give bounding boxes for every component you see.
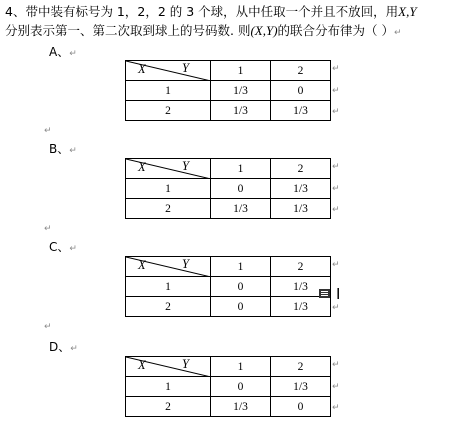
cell: 1/3 <box>271 377 331 397</box>
option-d-label-text: D、 <box>49 340 71 354</box>
variables-xy: X,Y <box>398 4 417 19</box>
y-axis-label: Y <box>182 257 189 271</box>
row-header-2: 2 <box>126 101 211 121</box>
paragraph-mark-icon: ↵ <box>332 184 340 194</box>
header-diagonal-cell <box>126 357 211 377</box>
col-header-1: 1 <box>211 257 271 277</box>
row-header-2: 2 <box>126 397 211 417</box>
option-b-table <box>125 158 331 219</box>
x-axis-label: X <box>138 62 146 76</box>
paragraph-mark-icon: ↵ <box>44 322 52 332</box>
row-header-2: 2 <box>126 199 211 219</box>
paragraph-mark-icon: ↵ <box>332 260 340 270</box>
paragraph-mark-icon: ↵ <box>69 244 77 254</box>
option-b-label <box>49 142 77 158</box>
row-header-1: 1 <box>126 81 211 101</box>
paragraph-mark-icon: ↵ <box>44 126 52 136</box>
option-c-label <box>49 240 77 256</box>
paragraph-mark-icon: ↵ <box>332 382 340 392</box>
paragraph-mark-icon: ↵ <box>332 107 340 117</box>
header-diagonal-cell <box>126 257 211 277</box>
cell: 0 <box>271 397 331 417</box>
cell: 1/3 <box>211 199 271 219</box>
cell: 1/3 <box>211 397 271 417</box>
table-move-handle-icon[interactable] <box>319 289 330 298</box>
option-a-label-text: A、 <box>49 45 70 59</box>
x-axis-label: X <box>138 258 146 272</box>
cell: 1/3 <box>271 297 331 317</box>
col-header-1: 1 <box>211 159 271 179</box>
text-cursor-icon: I <box>336 285 341 303</box>
row-header-1: 1 <box>126 277 211 297</box>
row-header-1: 1 <box>126 179 211 199</box>
option-d-label <box>49 340 78 356</box>
col-header-2: 2 <box>271 159 331 179</box>
col-header-1: 1 <box>211 61 271 81</box>
paragraph-mark-icon: ↵ <box>332 86 340 96</box>
question-line-2-suffix: 的联合分布律为（ ） <box>277 23 395 38</box>
row-header-2: 2 <box>126 297 211 317</box>
row-header-1: 1 <box>126 377 211 397</box>
cell: 1/3 <box>271 199 331 219</box>
header-diagonal-cell <box>126 61 211 81</box>
paragraph-mark-icon: ↵ <box>332 64 340 74</box>
cell: 0 <box>211 179 271 199</box>
option-a-label <box>49 45 77 61</box>
option-b-label-text: B、 <box>49 142 70 156</box>
cell: 1/3 <box>271 101 331 121</box>
paragraph-mark-icon: ↵ <box>332 205 340 215</box>
x-axis-label: X <box>138 160 146 174</box>
paragraph-mark-icon: ↵ <box>332 162 340 172</box>
cell: 1/3 <box>211 101 271 121</box>
variable-pair-xy: (X,Y) <box>250 23 278 38</box>
y-axis-label: Y <box>182 61 189 75</box>
y-axis-label: Y <box>182 357 189 371</box>
option-a-table <box>125 60 331 121</box>
col-header-2: 2 <box>271 357 331 377</box>
cell: 0 <box>211 377 271 397</box>
cell: 1/3 <box>211 81 271 101</box>
cell: 0 <box>211 277 271 297</box>
cell: 1/3 <box>271 277 331 297</box>
col-header-2: 2 <box>271 257 331 277</box>
paragraph-mark-icon: ↵ <box>69 49 77 59</box>
y-axis-label: Y <box>182 159 189 173</box>
paragraph-mark-icon: ↵ <box>394 28 402 38</box>
question-line-2-text: 分别表示第一、第二次取到球上的号码数. 则 <box>5 23 251 38</box>
paragraph-mark-icon: ↵ <box>44 224 52 234</box>
question-line-2 <box>5 21 467 43</box>
cell: 1/3 <box>271 179 331 199</box>
paragraph-mark-icon: ↵ <box>69 146 77 156</box>
paragraph-mark-icon: ↵ <box>332 360 340 370</box>
x-axis-label: X <box>138 358 146 372</box>
col-header-1: 1 <box>211 357 271 377</box>
option-c-table <box>125 256 331 317</box>
paragraph-mark-icon: ↵ <box>332 403 340 413</box>
cell: 0 <box>211 297 271 317</box>
paragraph-mark-icon: ↵ <box>70 344 78 354</box>
question-text <box>5 2 467 43</box>
question-line-1 <box>5 2 467 21</box>
option-c-label-text: C、 <box>49 240 70 254</box>
question-line-1-text: 4、带中装有标号为 1，2，2 的 3 个球，从中任取一个并且不放回，用 <box>5 4 399 19</box>
cell: 0 <box>271 81 331 101</box>
option-d-table <box>125 356 331 417</box>
col-header-2: 2 <box>271 61 331 81</box>
header-diagonal-cell <box>126 159 211 179</box>
paragraph-mark-icon: ↵ <box>332 303 340 313</box>
